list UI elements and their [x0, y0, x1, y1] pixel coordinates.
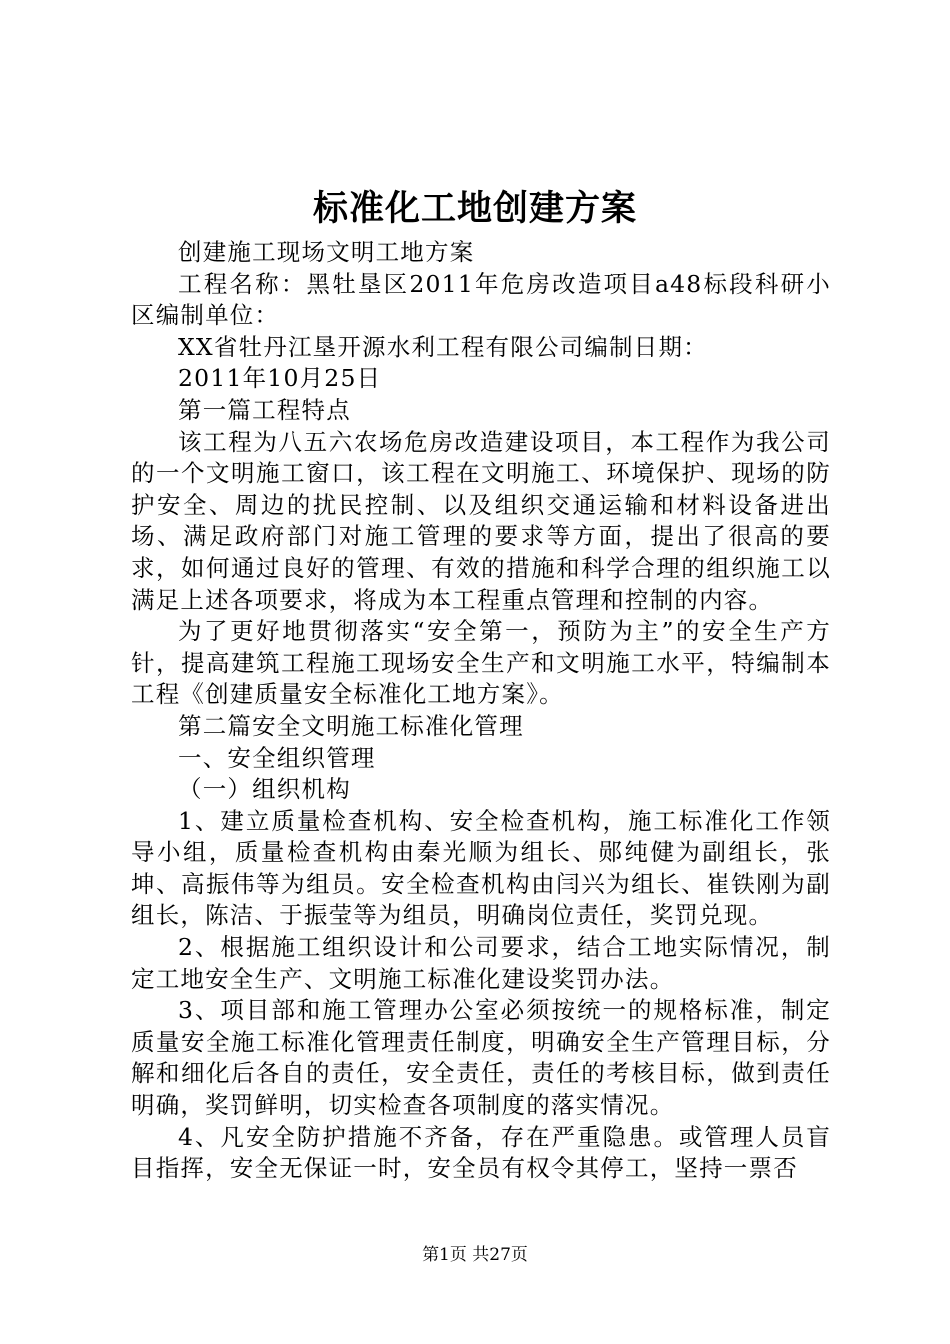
paragraph: 为了更好地贯彻落实“安全第一，预防为主”的安全生产方针，提高建筑工程施工现场安全生产和文明施工水平，特编制本工程《创建质量安全标准化工地方案》。 [131, 617, 831, 709]
document-title: 标准化工地创建方案 [312, 188, 637, 229]
section-heading: 第一篇工程特点 [178, 395, 351, 424]
section-heading: 第二篇安全文明施工标准化管理 [178, 711, 524, 740]
paragraph: 工程名称：黑牡垦区2011年危房改造项目a48标段科研小区编制单位： [131, 269, 831, 330]
paragraph: XX省牡丹江垦开源水利工程有限公司编制日期： [178, 332, 708, 361]
list-item: 3、项目部和施工管理办公室必须按统一的规格标准，制定质量安全施工标准化管理责任制度，明确安全生产管理目标，分解和细化后各自的责任，安全责任，责任的考核目标，做到责任明确，奖罚鲜明，切实检查各项制度的落实情况。 [131, 996, 831, 1120]
document-body [131, 237, 831, 1185]
paragraph: 该工程为八五六农场危房改造建设项目，本工程作为我公司的一个文明施工窗口，该工程在文明施工、环境保护、现场的防护安全、周边的扰民控制、以及组织交通运输和材料设备进出场、满足政府部门对施工管理的要求等方面，提出了很高的要求，如何通过良好的管理、有效的措施和科学合理的组织施工以满足上述各项要求，将成为本工程重点管理和控制的内容。 [131, 427, 831, 614]
list-item: 2、根据施工组织设计和公司要求，结合工地实际情况，制定工地安全生产、文明施工标准化建设奖罚办法。 [131, 933, 831, 993]
paragraph: 创建施工现场文明工地方案 [178, 238, 475, 266]
paragraph: 2011年10月25日 [178, 364, 382, 393]
list-item: 4、凡安全防护措施不齐备，存在严重隐患。或管理人员盲目指挥，安全无保证一时，安全员有权令其停工，坚持一票否 [131, 1122, 831, 1183]
subsection-heading: 一、安全组织管理 [178, 743, 376, 772]
page-number-footer: 第1页 共27页 [422, 1245, 528, 1265]
subsection-heading: （一）组织机构 [178, 775, 351, 804]
list-item: 1、建立质量检查机构、安全检查机构，施工标准化工作领导小组，质量检查机构由秦光顺为组长、郧纯健为副组长，张坤、高振伟等为组员。安全检查机构由闫兴为组长、崔铁刚为副组长，陈洁、于振莹等为组员，明确岗位责任，奖罚兑现。 [131, 806, 831, 930]
